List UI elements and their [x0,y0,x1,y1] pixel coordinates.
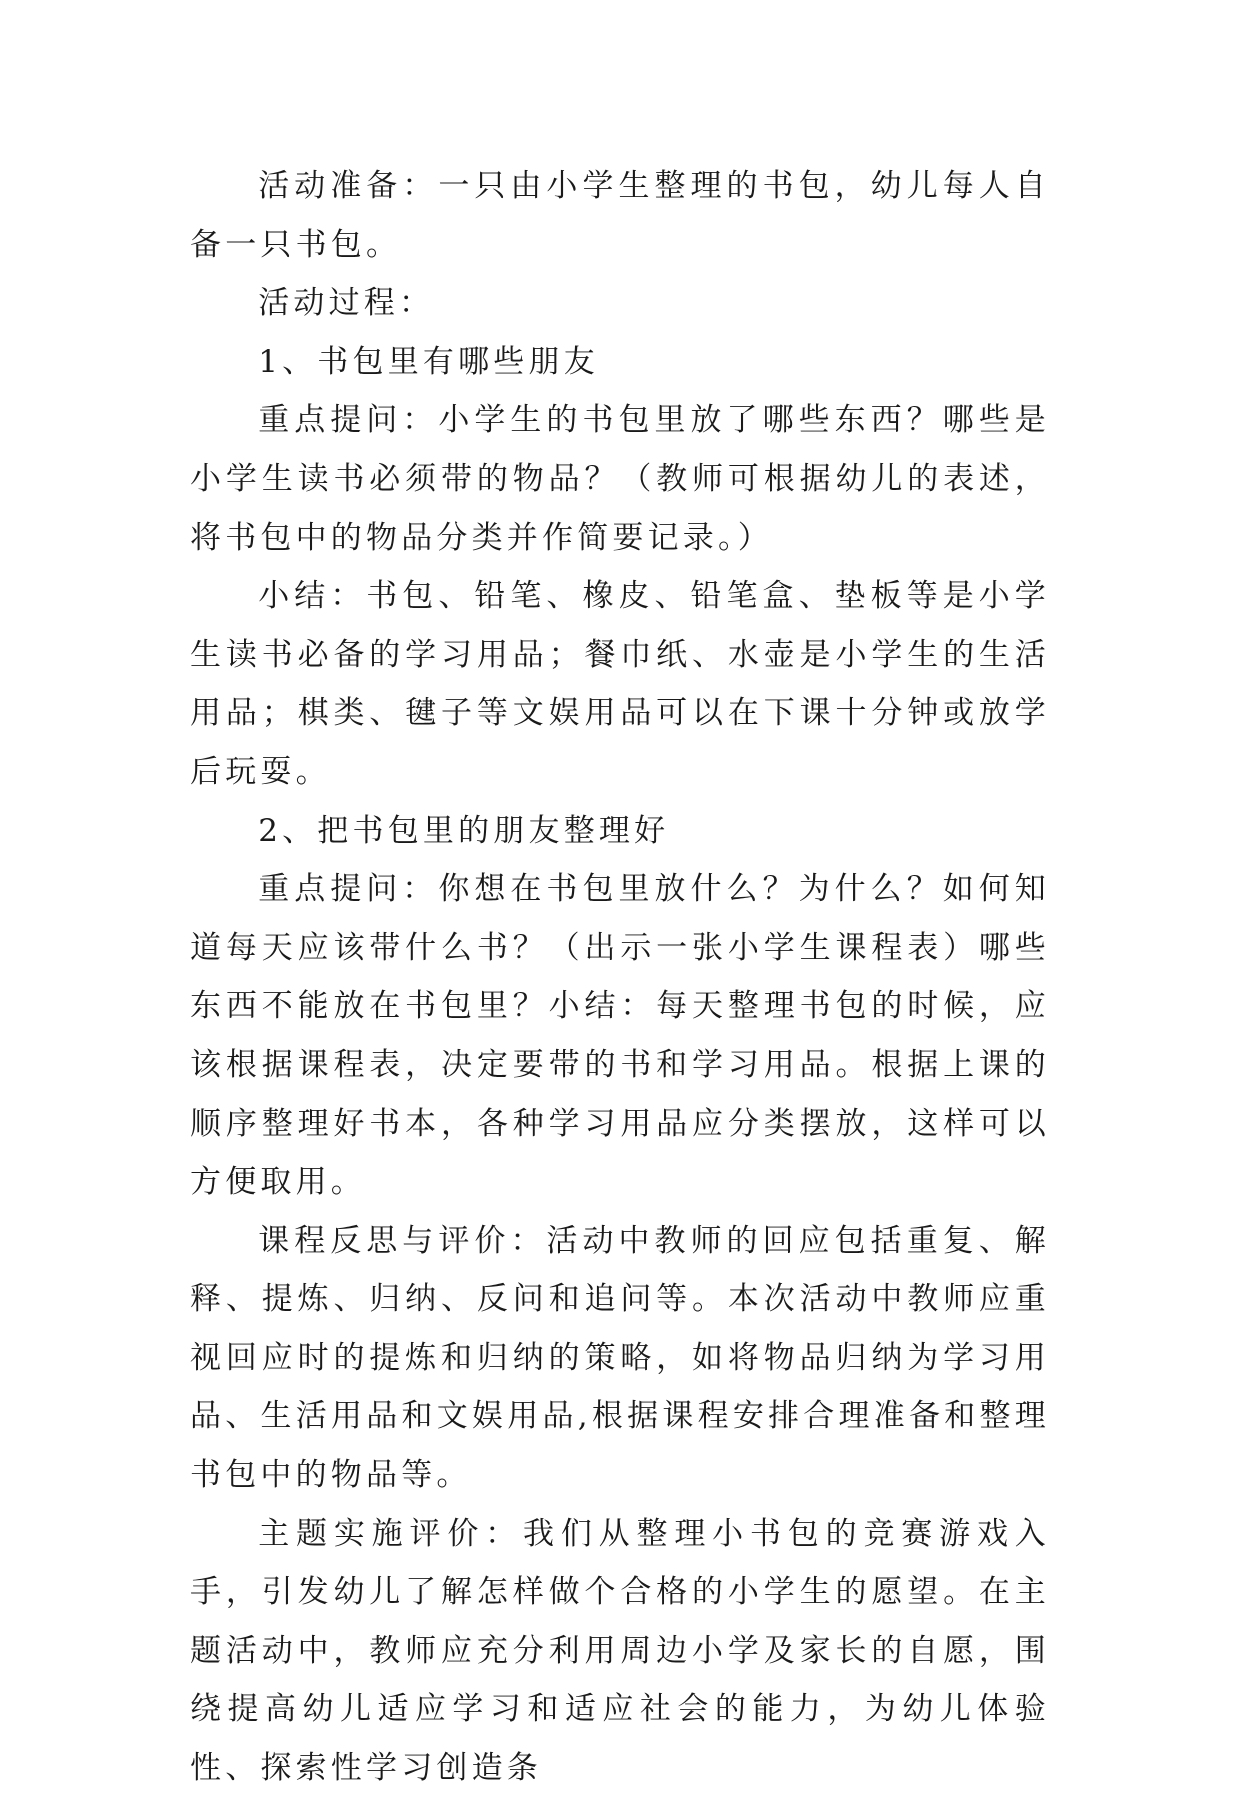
paragraph-theme-evaluation: 主题实施评价：我们从整理小书包的竞赛游戏入手，引发幼儿了解怎样做个合格的小学生的愿望。在主题活动中，教师应充分利用周边小学及家长的自愿，围绕提高幼儿适应学习和适应社会的能力，为幼儿体验性、探索性学习创造条 [190,1515,1050,1787]
paragraph-section-2-question: 重点提问：你想在书包里放什么？为什么？如何知道每天应该带什么书？（出示一张小学生课程表）哪些东西不能放在书包里？小结：每天整理书包的时候，应该根据课程表，决定要带的书和学习用品。根据上课的顺序整理好书本，各种学习用品应分类摆放，这样可以方便取用。 [190,871,1050,1201]
paragraph-section-1-question: 重点提问：小学生的书包里放了哪些东西？哪些是小学生读书必须带的物品？（教师可根据幼儿的表述，将书包中的物品分类并作简要记录。） [190,402,1050,556]
paragraph-activity-process-heading: 活动过程： [258,285,435,322]
paragraph-section-2-title: 2、把书包里的朋友整理好 [258,812,670,849]
paragraph-section-1-title: 1、书包里有哪些朋友 [258,343,599,380]
document-body [190,157,1050,1798]
paragraph-section-1-summary: 小结：书包、铅笔、橡皮、铅笔盒、垫板等是小学生读书必备的学习用品；餐巾纸、水壶是小学生的生活用品；棋类、毽子等文娱用品可以在下课十分钟或放学后玩耍。 [190,578,1050,790]
paragraph-activity-preparation: 活动准备：一只由小学生整理的书包，幼儿每人自备一只书包。 [190,168,1050,263]
paragraph-course-reflection: 课程反思与评价：活动中教师的回应包括重复、解释、提炼、归纳、反问和追问等。本次活动中教师应重视回应时的提炼和归纳的策略，如将物品归纳为学习用品、生活用品和文娱用品,根据课程安排合理准备和整理书包中的物品等。 [190,1222,1050,1494]
